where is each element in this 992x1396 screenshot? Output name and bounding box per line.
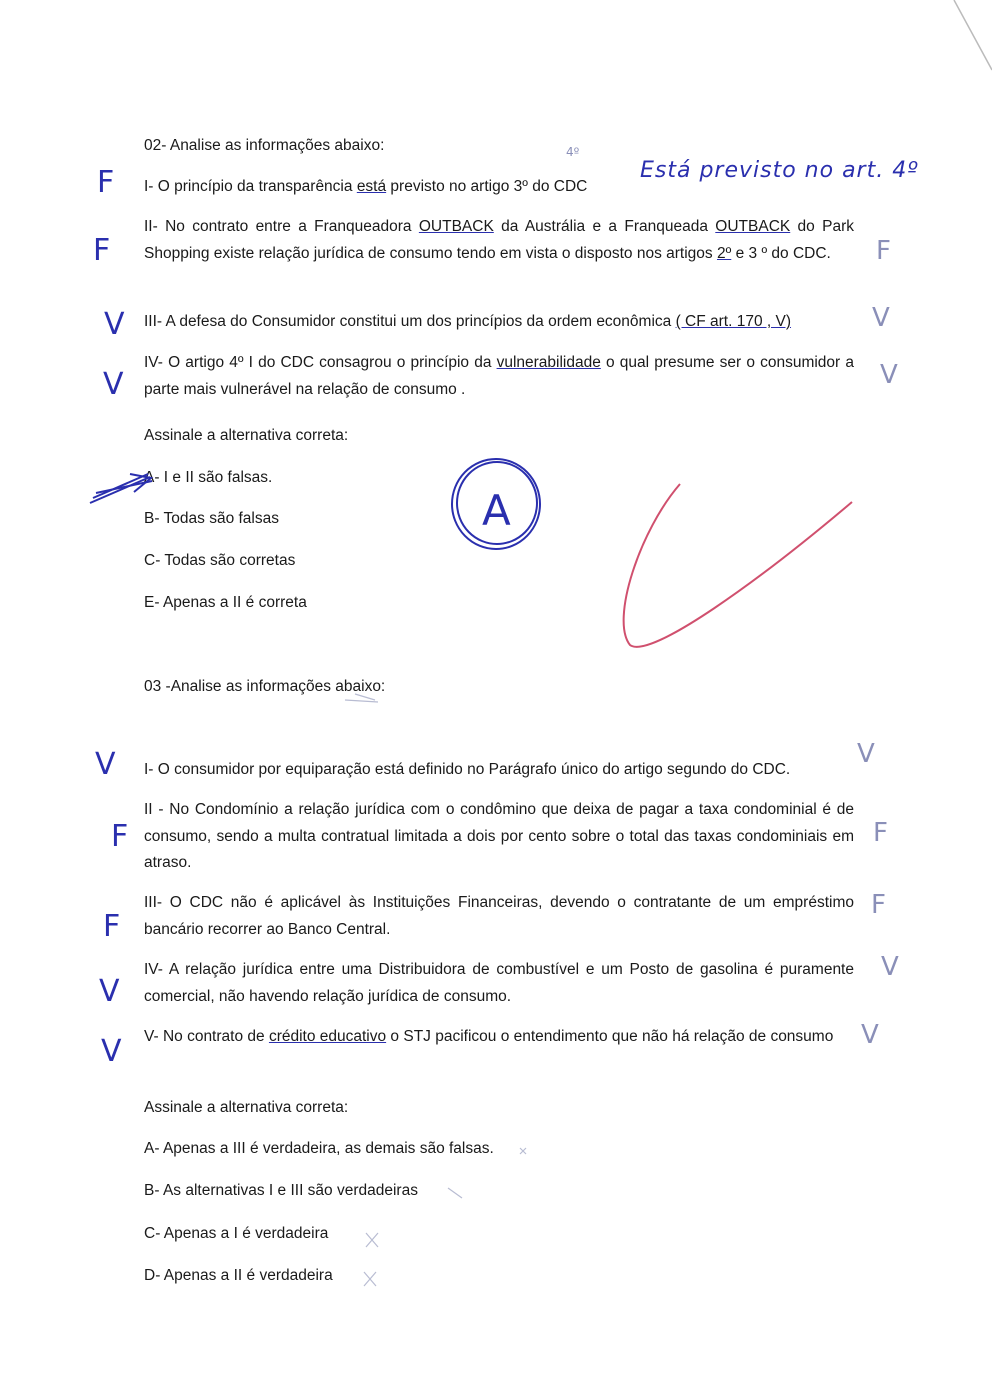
hand-mark-left: V bbox=[101, 1034, 122, 1069]
q03-statement-v: V- No contrato de crédito educativo o STJ pacificou o entendimento que não há relação de consumo bbox=[144, 1028, 834, 1045]
red-checkmark bbox=[624, 484, 852, 647]
q02-statement-iv: IV- O artigo 4º I do CDC consagrou o princípio da vulnerabilidade o qual presume ser o consumidor a parte mais vulnerável na relação de consumo . bbox=[144, 354, 854, 398]
hand-mark-left: V bbox=[99, 974, 120, 1009]
answer-circle bbox=[452, 459, 540, 549]
hand-mark-left: F bbox=[97, 165, 115, 200]
hand-mark-left: V bbox=[95, 747, 116, 782]
q03-option-c[interactable]: C- Apenas a I é verdadeira bbox=[144, 1225, 329, 1242]
hand-mark-right: V bbox=[881, 952, 899, 982]
q03-prompt: Assinale a alternativa correta: bbox=[144, 1099, 349, 1116]
q02-statement-ii: II- No contrato entre a Franqueadora OUTBACK da Austrália e a Franqueada OUTBACK do Park Shopping existe relação jurídica de consumo tendo em vista o disposto nos artigos 2º e 3 º do CDC. bbox=[144, 218, 854, 262]
hand-mark-left: F bbox=[111, 819, 129, 854]
hand-mark-left: V bbox=[103, 367, 124, 402]
q02-prompt: Assinale a alternativa correta: bbox=[144, 427, 349, 444]
q03-statement-ii: II - No Condomínio a relação jurídica com o condômino que deixa de pagar a taxa condominial é de consumo, sendo a multa contratual limitada a dois por cento sobre o total das taxas condominiais em atraso. bbox=[144, 801, 854, 871]
hand-mark-right: F bbox=[876, 236, 891, 266]
hand-mark-left: V bbox=[104, 307, 125, 342]
hand-mark-left: F bbox=[93, 233, 111, 268]
q03-statement-iii: III- O CDC não é aplicável às Instituições Financeiras, devendo o contratante de um empréstimo bancário recorrer ao Banco Central. bbox=[144, 894, 854, 938]
q02-option-e[interactable]: E- Apenas a II é correta bbox=[144, 594, 307, 611]
q02-header: 02- Analise as informações abaixo: bbox=[144, 137, 385, 154]
hand-mark-right: V bbox=[857, 739, 875, 769]
q03-statement-iv: IV- A relação jurídica entre uma Distribuidora de combustível e um Posto de gasolina é puramente comercial, não havendo relação jurídica de consumo. bbox=[144, 961, 854, 1005]
q02-option-c[interactable]: C- Todas são corretas bbox=[144, 552, 296, 569]
arrow-scribble bbox=[90, 474, 152, 503]
handwritten-note-small: 4º bbox=[566, 145, 580, 159]
q03-option-b[interactable]: B- As alternativas I e III são verdadeiras bbox=[144, 1182, 418, 1199]
q03-option-a[interactable]: A- Apenas a III é verdadeira, as demais são falsas. bbox=[144, 1140, 494, 1157]
q02-option-a[interactable]: A- I e II são falsas. bbox=[144, 469, 273, 486]
hand-mark-right: F bbox=[873, 818, 888, 848]
q03-header: 03 -Analise as informações abaixo: bbox=[144, 678, 386, 695]
hand-mark-left: F bbox=[103, 909, 121, 944]
hand-mark-right: V bbox=[872, 303, 890, 333]
handwritten-note: Está previsto no art. 4º bbox=[640, 158, 919, 183]
hand-mark-right: F bbox=[871, 890, 886, 920]
q02-statement-iii: III- A defesa do Consumidor constitui um dos princípios da ordem econômica ( CF art. 170 , V) bbox=[144, 313, 792, 330]
circled-answer-letter: A bbox=[482, 486, 511, 535]
hand-mark-right: V bbox=[880, 360, 898, 390]
q03-statement-i: I- O consumidor por equiparação está definido no Parágrafo único do artigo segundo do CDC. bbox=[144, 761, 791, 778]
q02-option-b[interactable]: B- Todas são falsas bbox=[144, 510, 279, 527]
faint-x-marks bbox=[345, 694, 526, 1286]
hand-mark-right: V bbox=[861, 1020, 879, 1050]
q03-option-d[interactable]: D- Apenas a II é verdadeira bbox=[144, 1267, 333, 1284]
q02-statement-i: I- O princípio da transparência está previsto no artigo 3º do CDC bbox=[144, 178, 588, 195]
